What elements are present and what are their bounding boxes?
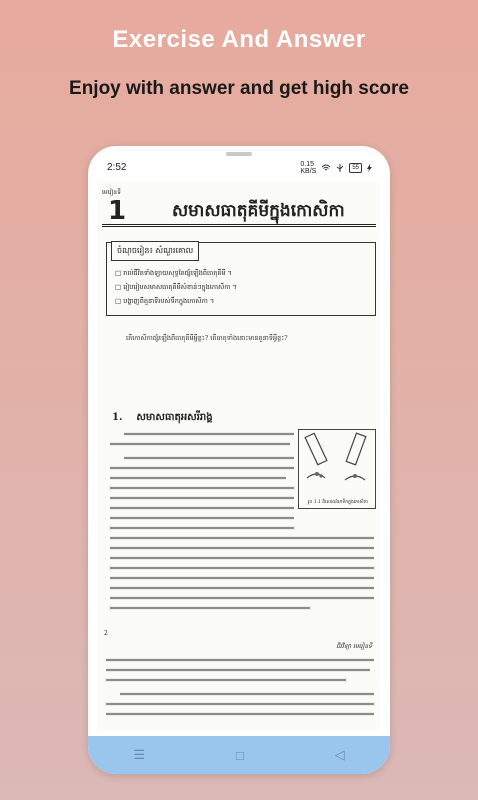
learning-objectives-box [106,242,376,316]
chapter-number: 1 [108,196,127,226]
box-item: □ រាល់ជីវិតទាំងឡាយសុទ្ធតែផ្សំឡើងពីធាតុគីមី ។ [115,269,232,277]
status-bar [88,160,390,178]
android-nav-bar [88,736,390,774]
wifi-icon [321,164,331,172]
hero-title: Exercise And Answer [112,26,366,53]
box-item: □ បង្ហាញពីតួនាទីរបស់ទឹកក្នុងកោសិកា ។ [115,297,215,305]
intro-text: តើកោសិកាផ្សំឡើងពីធាតុគីមីអ្វីខ្លះ? តើធាតុទាំងនោះមានតួនាទីអ្វីខ្លះ? [126,334,288,342]
body-text-lines [106,656,374,726]
document-page[interactable] [98,182,380,730]
section-title: សមាសធាតុអសរីរាង្គ [136,412,213,423]
chapter-header [102,198,376,227]
home-icon[interactable]: □ [235,747,244,763]
test-tube-illustration [299,430,375,490]
usb-icon [336,164,344,172]
back-icon[interactable]: ◁ [334,747,345,762]
section-heading [112,410,213,425]
chapter-title: សមាសធាតុគីមីក្នុងកោសិកា [172,201,345,221]
phone-frame [88,146,390,774]
section-number: 1. [112,412,123,423]
status-icons [300,161,372,175]
body-text-lines [110,534,374,624]
charging-icon [367,164,372,172]
box-item: □ រៀបរៀបសមាសធាតុគីមីសំខាន់ៗក្នុងកោសិកា ។ [115,283,237,291]
box-heading: ចំណុចរៀន៖ សំណួរគោល [111,241,199,261]
battery-icon: 55 [349,163,362,173]
status-time: 2:52 [107,162,127,173]
menu-icon[interactable]: ☰ [133,747,146,762]
hero-subtitle: Enjoy with answer and get high score [69,78,409,99]
test-tube-figure [298,429,376,509]
chapter-label: មេរៀនទី [102,189,121,196]
net-speed: 0.15 KB/S [300,161,317,175]
speaker-notch [226,152,252,156]
figure-caption: រូប 1.1 ពិសោធន៍រកទឹកក្នុងកោសិកា [307,500,368,505]
page-reference: ជីវវិទ្យា មេរៀនទី [336,643,372,650]
page-number: 2 [104,630,108,637]
